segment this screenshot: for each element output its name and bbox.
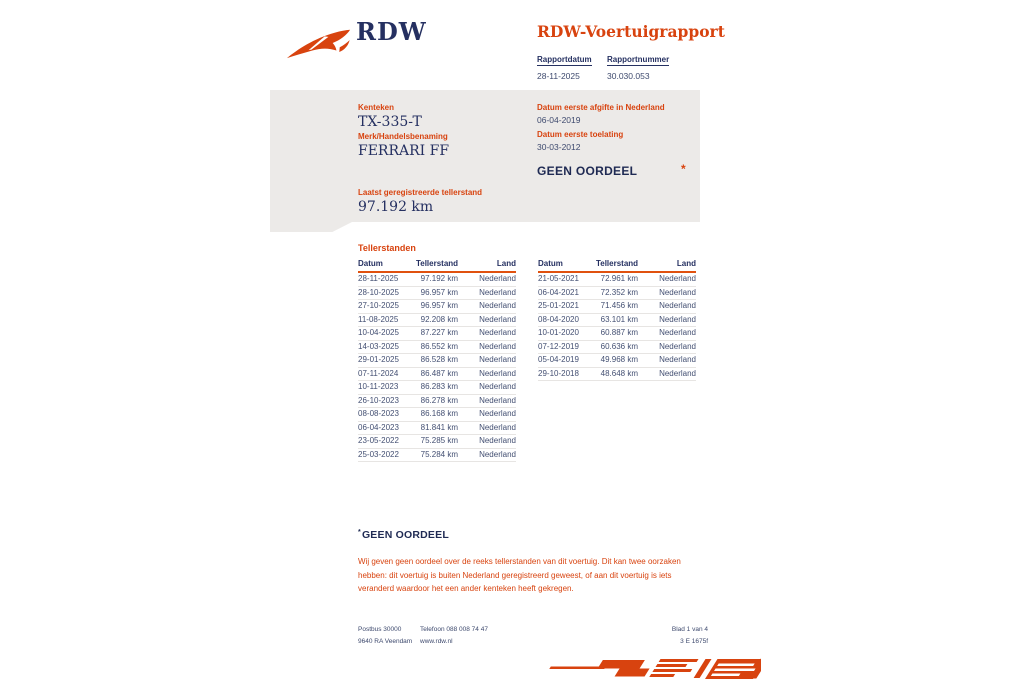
cell-tellerstand: 49.968 km [600, 355, 638, 364]
table-header-row [358, 257, 516, 273]
cell-land: Nederland [479, 301, 516, 310]
cell-land: Nederland [659, 274, 696, 283]
oordeel-status: GEEN OORDEEL [537, 164, 638, 178]
kenteken-value: TX-335-T [358, 114, 422, 130]
table-header-row [538, 257, 696, 273]
meter-reading-row [358, 314, 516, 328]
footer-website: www.rdw.nl [420, 638, 453, 645]
cell-tellerstand: 72.961 km [600, 274, 638, 283]
eerste-toelating-label: Datum eerste toelating [537, 130, 624, 139]
cell-datum: 14-03-2025 [358, 341, 399, 351]
cell-datum: 07-11-2024 [358, 368, 399, 378]
footnote-title-text: GEEN OORDEEL [361, 529, 449, 541]
header-datum: Datum [538, 259, 563, 268]
tellerstanden-table-left [358, 257, 516, 462]
cell-land: Nederland [479, 368, 516, 378]
cell-tellerstand: 86.168 km [420, 409, 458, 418]
cell-land: Nederland [479, 355, 516, 364]
cell-land: Nederland [659, 328, 696, 337]
cell-datum: 10-11-2023 [358, 382, 399, 391]
eerste-afgifte-label: Datum eerste afgifte in Nederland [537, 103, 665, 112]
rdw-wing-logo-icon [286, 23, 352, 63]
cell-datum: 11-08-2025 [358, 314, 399, 324]
meter-reading-row [358, 327, 516, 341]
meter-reading-row [358, 408, 516, 422]
meter-reading-row [538, 368, 696, 382]
header-tellerstand: Tellerstand [595, 259, 639, 268]
eerste-toelating-value: 30-03-2012 [537, 142, 581, 152]
footer-page-number: Blad 1 van 4 [671, 626, 708, 633]
meter-reading-row [538, 341, 696, 355]
cell-datum: 29-01-2025 [358, 355, 399, 364]
merk-field [358, 132, 449, 159]
header-land: Land [496, 259, 516, 268]
cell-datum: 05-04-2019 [538, 355, 579, 364]
tellerstanden-table-right [538, 257, 696, 381]
footer-page-info [620, 624, 708, 648]
cell-land: Nederland [479, 436, 516, 445]
cell-tellerstand: 81.841 km [420, 422, 458, 432]
footnote-title [358, 529, 449, 541]
footer-address [358, 624, 412, 648]
cell-tellerstand: 71.456 km [600, 301, 638, 310]
report-date-field [537, 49, 592, 81]
meter-reading-row [358, 449, 516, 463]
laatste-tellerstand-label: Laatst geregistreerde tellerstand [358, 188, 483, 197]
report-date-value: 28-11-2025 [537, 71, 580, 81]
meter-reading-row [358, 381, 516, 395]
cell-land: Nederland [659, 287, 696, 297]
cell-land: Nederland [659, 301, 696, 310]
tellerstanden-section-title: Tellerstanden [358, 243, 416, 253]
eerste-afgifte-field [537, 103, 665, 125]
cell-tellerstand: 60.887 km [600, 328, 638, 337]
cell-tellerstand: 96.957 km [420, 301, 458, 310]
rdw-logo-wordmark: RDW [356, 17, 427, 46]
cell-datum: 10-04-2025 [358, 328, 399, 337]
merk-label: Merk/Handelsbenaming [358, 132, 448, 141]
speed-lines-graphic [546, 655, 761, 681]
cell-datum: 06-04-2023 [358, 422, 399, 432]
meter-reading-row [538, 354, 696, 368]
meter-reading-row [358, 395, 516, 409]
laatste-tellerstand-value: 97.192 km [358, 199, 434, 215]
meter-reading-row [358, 273, 516, 287]
footer-postbus: Postbus 30000 [358, 626, 402, 633]
kenteken-label: Kenteken [358, 103, 395, 112]
header-tellerstand: Tellerstand [415, 259, 459, 268]
cell-land: Nederland [659, 355, 696, 364]
cell-tellerstand: 87.227 km [420, 328, 458, 337]
cell-tellerstand: 63.101 km [600, 314, 638, 324]
cell-datum: 25-01-2021 [538, 301, 579, 310]
cell-datum: 23-05-2022 [358, 436, 399, 445]
cell-land: Nederland [659, 314, 696, 324]
cell-land: Nederland [659, 368, 696, 378]
footer-form-code: 3 E 1675f [680, 638, 708, 645]
cell-datum: 10-01-2020 [538, 328, 579, 337]
footer-contact [420, 624, 488, 648]
card-corner-tab [270, 222, 352, 232]
cell-datum: 07-12-2019 [538, 341, 579, 351]
meter-reading-row [358, 341, 516, 355]
cell-tellerstand: 48.648 km [600, 368, 638, 378]
laatste-tellerstand-field [358, 188, 482, 215]
cell-tellerstand: 86.552 km [420, 341, 458, 351]
cell-tellerstand: 86.487 km [420, 368, 458, 378]
cell-datum: 29-10-2018 [538, 368, 579, 378]
cell-land: Nederland [479, 287, 516, 297]
cell-land: Nederland [479, 382, 516, 391]
report-title: RDW-Voertuigrapport [537, 22, 725, 41]
cell-land: Nederland [479, 341, 516, 351]
cell-land: Nederland [659, 341, 696, 351]
table-body-right [538, 273, 696, 381]
eerste-toelating-field [537, 130, 623, 152]
meter-reading-row [358, 422, 516, 436]
cell-datum: 08-04-2020 [538, 314, 579, 324]
report-number-field [607, 49, 669, 81]
kenteken-field [358, 103, 422, 130]
header-datum: Datum [358, 259, 383, 268]
cell-land: Nederland [479, 328, 516, 337]
cell-land: Nederland [479, 314, 516, 324]
footnote-marker: * [358, 529, 361, 536]
meter-reading-row [538, 314, 696, 328]
footer-phone: Telefoon 088 008 74 47 [420, 626, 488, 633]
footer-city: 9640 RA Veendam [358, 638, 413, 645]
meter-reading-row [538, 300, 696, 314]
cell-datum: 25-03-2022 [358, 449, 399, 459]
oordeel-footnote-marker: * [681, 162, 686, 176]
cell-land: Nederland [479, 449, 516, 459]
meter-reading-row [358, 368, 516, 382]
cell-tellerstand: 86.283 km [420, 382, 458, 391]
cell-tellerstand: 75.284 km [420, 449, 458, 459]
meter-reading-row [358, 300, 516, 314]
eerste-afgifte-value: 06-04-2019 [537, 115, 581, 125]
merk-value: FERRARI FF [358, 143, 450, 159]
report-number-value: 30.030.053 [607, 71, 650, 81]
cell-datum: 27-10-2025 [358, 301, 399, 310]
cell-datum: 28-11-2025 [358, 274, 399, 283]
cell-datum: 28-10-2025 [358, 287, 399, 297]
meter-reading-row [358, 287, 516, 301]
meter-reading-row [538, 327, 696, 341]
cell-land: Nederland [479, 422, 516, 432]
cell-datum: 26-10-2023 [358, 395, 399, 405]
cell-tellerstand: 60.636 km [600, 341, 638, 351]
cell-land: Nederland [479, 274, 516, 283]
cell-datum: 21-05-2021 [538, 274, 579, 283]
cell-tellerstand: 86.278 km [420, 395, 458, 405]
report-number-label: Rapportnummer [607, 55, 670, 64]
vehicle-summary-card [270, 90, 700, 222]
cell-tellerstand: 75.285 km [420, 436, 458, 445]
meter-reading-row [538, 273, 696, 287]
cell-datum: 08-08-2023 [358, 409, 399, 418]
cell-land: Nederland [479, 395, 516, 405]
cell-tellerstand: 92.208 km [420, 314, 458, 324]
table-body-left [358, 273, 516, 462]
cell-tellerstand: 96.957 km [420, 287, 458, 297]
header-land: Land [676, 259, 696, 268]
meter-reading-row [538, 287, 696, 301]
footnote-text: Wij geven geen oordeel over de reeks tellerstanden van dit voertuig. Dit kan twee oorzaken hebben: dit voertuig is buiten Nederland geregistreerd geweest, of aan dit voertuig is iets veranderd waardoor het een ander kenteken heeft gekregen. [358, 557, 681, 593]
report-date-label: Rapportdatum [537, 55, 592, 64]
cell-tellerstand: 72.352 km [600, 287, 638, 297]
meter-reading-row [358, 435, 516, 449]
cell-datum: 06-04-2021 [538, 287, 579, 297]
cell-tellerstand: 97.192 km [420, 274, 458, 283]
cell-tellerstand: 86.528 km [420, 355, 458, 364]
meter-reading-row [358, 354, 516, 368]
cell-land: Nederland [479, 409, 516, 418]
